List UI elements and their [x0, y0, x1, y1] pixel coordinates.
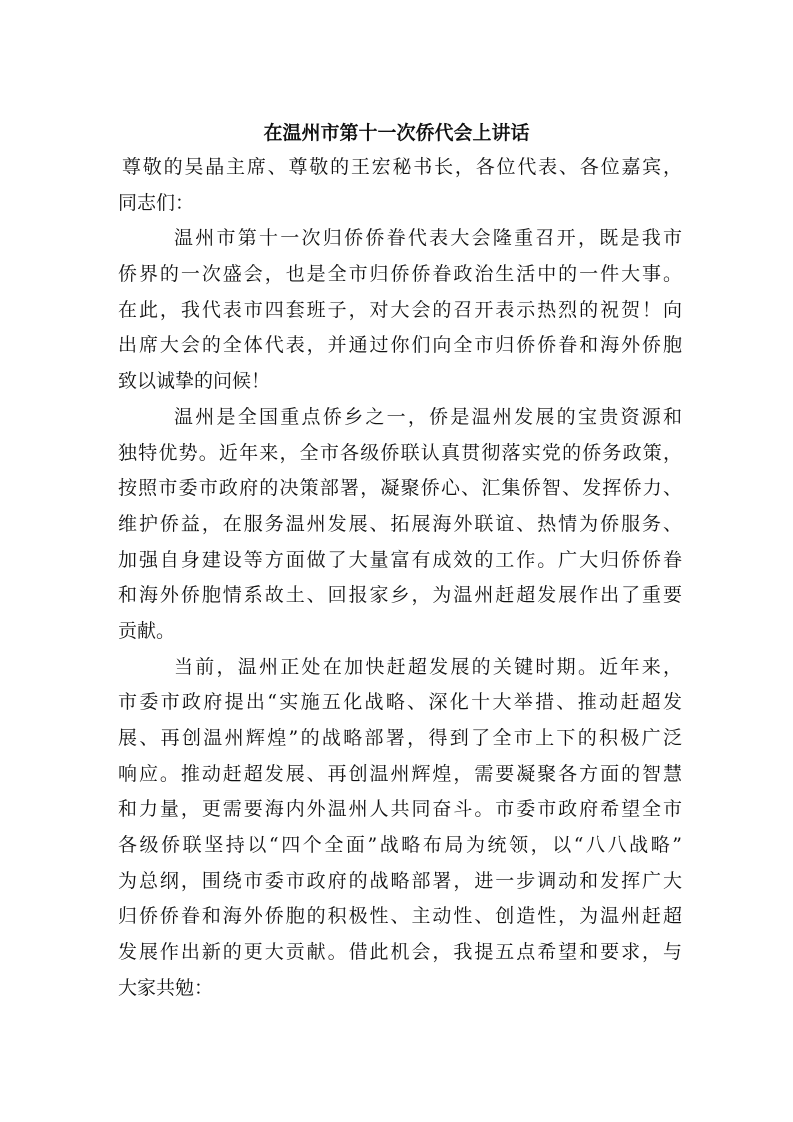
text-line: 为总纲，围绕市委市政府的战略部署，进一步调动和发挥广大 — [118, 869, 682, 892]
text-line: 各级侨联坚持以“四个全面”战略布局为统领，以“八八战略” — [118, 834, 682, 857]
document-title: 在温州市第十一次侨代会上讲话 — [263, 122, 530, 144]
text-line: 归侨侨眷和海外侨胞的积极性、主动性、创造性，为温州赶超 — [118, 905, 682, 928]
text-line: 按照市委市政府的决策部署，凝聚侨心、汇集侨智、发挥侨力、 — [118, 477, 682, 500]
text-line: 发展作出新的更大贡献。借此机会，我提五点希望和要求，与 — [118, 941, 682, 964]
text-line: 独特优势。近年来，全市各级侨联认真贯彻落实党的侨务政策， — [118, 441, 682, 464]
text-line: 温州是全国重点侨乡之一，侨是温州发展的宝贵资源和 — [174, 405, 682, 428]
text-line: 同志们： — [118, 191, 195, 214]
text-line: 维护侨益，在服务温州发展、拓展海外联谊、热情为侨服务、 — [118, 512, 682, 535]
document-body — [118, 150, 682, 1007]
text-line: 和海外侨胞情系故土、回报家乡，为温州赶超发展作出了重要 — [118, 584, 682, 607]
text-line: 侨界的一次盛会，也是全市归侨侨眷政治生活中的一件大事。 — [118, 263, 682, 286]
text-line: 当前，温州正处在加快赶超发展的关键时期。近年来， — [174, 655, 682, 678]
text-line: 和力量，更需要海内外温州人共同奋斗。市委市政府希望全市 — [118, 798, 682, 821]
text-line: 温州市第十一次归侨侨眷代表大会隆重召开，既是我市 — [174, 227, 682, 250]
text-line: 加强自身建设等方面做了大量富有成效的工作。广大归侨侨眷 — [118, 548, 682, 571]
text-line: 在此，我代表市四套班子，对大会的召开表示热烈的祝贺！向 — [118, 298, 682, 321]
text-line: 市委市政府提出“实施五化战略、深化十大举措、推动赶超发 — [118, 691, 682, 714]
text-line: 出席大会的全体代表，并通过你们向全市归侨侨眷和海外侨胞 — [118, 334, 682, 357]
text-line: 尊敬的吴晶主席、尊敬的王宏秘书长，各位代表、各位嘉宾， — [122, 156, 682, 178]
text-line: 大家共勉： — [118, 976, 214, 999]
text-line: 响应。推动赶超发展、再创温州辉煌，需要凝聚各方面的智慧 — [118, 762, 682, 785]
text-line: 致以诚挚的问候！ — [118, 370, 271, 393]
text-line: 贡献。 — [118, 619, 176, 642]
text-line: 展、再创温州辉煌”的战略部署，得到了全市上下的积极广泛 — [118, 727, 682, 749]
